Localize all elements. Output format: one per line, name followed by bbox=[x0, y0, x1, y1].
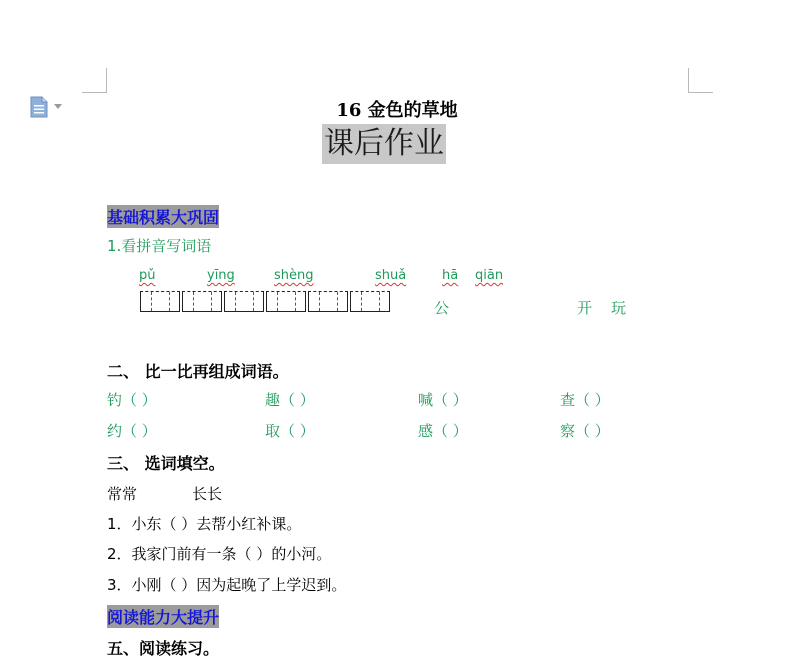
pinyin-label: pǔ bbox=[139, 268, 156, 283]
compare-item: 趣（ ） bbox=[265, 391, 315, 409]
fill-blank-item: 2．我家门前有一条（ ）的小河。 bbox=[107, 545, 332, 563]
compare-item: 取（ ） bbox=[265, 422, 315, 440]
writing-cell[interactable] bbox=[182, 291, 222, 312]
writing-cell[interactable] bbox=[266, 291, 306, 312]
section-heading-reading: 阅读能力大提升 bbox=[107, 605, 219, 628]
word-option: 常常 bbox=[107, 485, 138, 503]
pinyin-label: hā bbox=[442, 268, 459, 283]
compare-item: 约（ ） bbox=[107, 422, 157, 440]
word-option: 长长 bbox=[192, 485, 223, 503]
fill-char: 玩 bbox=[611, 299, 627, 317]
section-5-title: 五、阅读练习。 bbox=[107, 639, 220, 658]
compare-item: 查（ ） bbox=[560, 391, 610, 409]
fill-char: 公 bbox=[434, 299, 450, 317]
writing-cell[interactable] bbox=[224, 291, 264, 312]
pinyin-label: qiān bbox=[475, 268, 504, 283]
section-2-title: 二、 比一比再组成词语。 bbox=[107, 362, 289, 381]
fill-blank-item: 3．小刚（ ）因为起晚了上学迟到。 bbox=[107, 576, 347, 594]
page-corner-top-right bbox=[688, 68, 713, 93]
section-3-title: 三、 选词填空。 bbox=[107, 454, 225, 473]
page-corner-top-left bbox=[82, 68, 107, 93]
compare-item: 感（ ） bbox=[418, 422, 468, 440]
lesson-title: 16 金色的草地 bbox=[336, 100, 458, 121]
pinyin-label: shèng bbox=[274, 268, 314, 283]
compare-item: 钓（ ） bbox=[107, 391, 157, 409]
pinyin-label: shuǎ bbox=[375, 268, 407, 283]
writing-grid[interactable] bbox=[140, 291, 392, 312]
compare-item: 喊（ ） bbox=[418, 391, 468, 409]
writing-cell[interactable] bbox=[308, 291, 348, 312]
fill-blank-item: 1．小东（ ）去帮小红补课。 bbox=[107, 515, 302, 533]
fill-char: 开 bbox=[577, 299, 593, 317]
section-heading-basics: 基础积累大巩固 bbox=[107, 205, 219, 228]
page-subtitle: 课后作业 bbox=[322, 124, 446, 164]
writing-cell[interactable] bbox=[350, 291, 390, 312]
question-1-title: 1.看拼音写词语 bbox=[107, 237, 212, 255]
compare-item: 察（ ） bbox=[560, 422, 610, 440]
pinyin-label: yīng bbox=[207, 268, 235, 283]
writing-cell[interactable] bbox=[140, 291, 180, 312]
